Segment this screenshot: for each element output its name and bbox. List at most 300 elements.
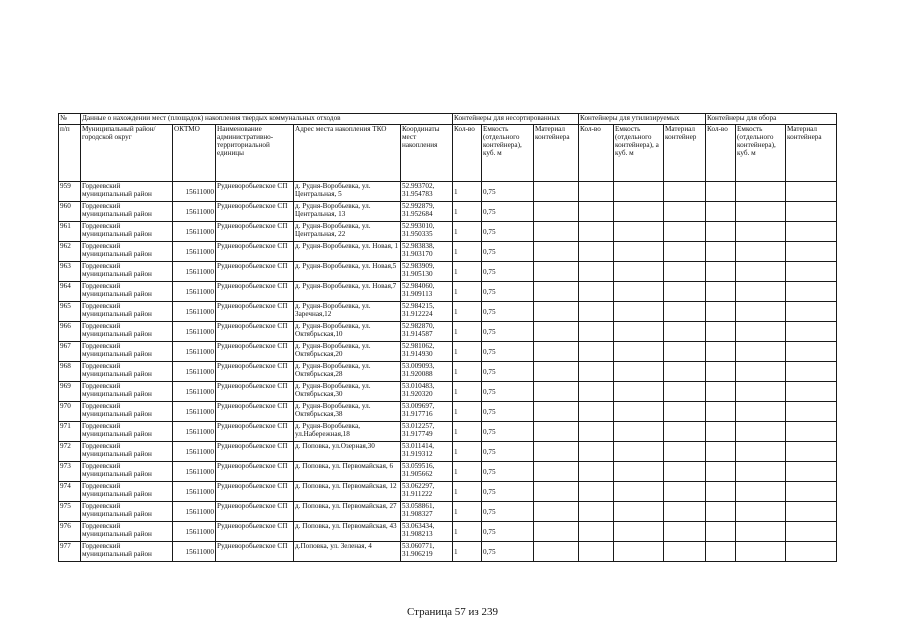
capacity2-cell — [614, 222, 664, 242]
capacity3-cell — [736, 542, 786, 562]
material2-cell — [664, 442, 706, 462]
capacity3-cell — [736, 222, 786, 242]
row-number: 963 — [59, 262, 81, 282]
material3-cell — [786, 442, 837, 462]
table-row — [59, 302, 837, 322]
material3-cell — [786, 242, 837, 262]
oktmo-cell: 15611000 — [173, 362, 216, 382]
material3-cell — [786, 402, 837, 422]
admin-unit-cell: Рудневоробьевское СП — [216, 422, 294, 442]
header-material2: Материал контейнер — [664, 125, 706, 182]
material3-cell — [786, 502, 837, 522]
material-cell — [534, 282, 579, 302]
coords-cell: 53.009093, 31.920088 — [401, 362, 453, 382]
address-cell: д. Рудня-Воробьевка, ул. Центральная, 22 — [294, 222, 401, 242]
material-cell — [534, 262, 579, 282]
material2-cell — [664, 542, 706, 562]
material2-cell — [664, 422, 706, 442]
count2-cell — [579, 462, 614, 482]
header-municipal: Муниципальный район/городской округ — [81, 125, 173, 182]
capacity-cell: 0,75 — [482, 402, 534, 422]
count2-cell — [579, 282, 614, 302]
capacity2-cell — [614, 342, 664, 362]
material2-cell — [664, 222, 706, 242]
header-admin-unit: Наименование административно-территориальной единицы — [216, 125, 294, 182]
material-cell — [534, 242, 579, 262]
count3-cell — [706, 342, 736, 362]
count2-cell — [579, 362, 614, 382]
admin-unit-cell: Рудневоробьевское СП — [216, 382, 294, 402]
municipal-cell: Гордеевский муниципальный район — [81, 462, 173, 482]
capacity-cell: 0,75 — [482, 482, 534, 502]
material2-cell — [664, 362, 706, 382]
header-oktmo: ОКТМО — [173, 125, 216, 182]
count3-cell — [706, 362, 736, 382]
oktmo-cell: 15611000 — [173, 442, 216, 462]
capacity-cell: 0,75 — [482, 222, 534, 242]
count-cell: 1 — [453, 262, 482, 282]
municipal-cell: Гордеевский муниципальный район — [81, 482, 173, 502]
row-number: 969 — [59, 382, 81, 402]
capacity2-cell — [614, 262, 664, 282]
table-row — [59, 282, 837, 302]
municipal-cell: Гордеевский муниципальный район — [81, 382, 173, 402]
table-row — [59, 182, 837, 202]
material3-cell — [786, 202, 837, 222]
row-number: 973 — [59, 462, 81, 482]
count3-cell — [706, 382, 736, 402]
count3-cell — [706, 262, 736, 282]
material2-cell — [664, 202, 706, 222]
row-number: 964 — [59, 282, 81, 302]
count-cell: 1 — [453, 382, 482, 402]
address-cell: д. Рудня-Воробьевка, ул.Набережная,18 — [294, 422, 401, 442]
admin-unit-cell: Рудневоробьевское СП — [216, 522, 294, 542]
count-cell: 1 — [453, 462, 482, 482]
table-row — [59, 322, 837, 342]
capacity2-cell — [614, 502, 664, 522]
capacity-cell: 0,75 — [482, 362, 534, 382]
coords-cell: 52.992879, 31.952684 — [401, 202, 453, 222]
row-number: 960 — [59, 202, 81, 222]
capacity2-cell — [614, 182, 664, 202]
capacity2-cell — [614, 462, 664, 482]
header-num: № — [59, 114, 81, 125]
coords-cell: 53.059516, 31.905662 — [401, 462, 453, 482]
count-cell: 1 — [453, 422, 482, 442]
count2-cell — [579, 502, 614, 522]
admin-unit-cell: Рудневоробьевское СП — [216, 282, 294, 302]
count-cell: 1 — [453, 202, 482, 222]
coords-cell: 52.993702, 31.954783 — [401, 182, 453, 202]
capacity-cell: 0,75 — [482, 342, 534, 362]
admin-unit-cell: Рудневоробьевское СП — [216, 362, 294, 382]
capacity3-cell — [736, 502, 786, 522]
coords-cell: 52.984060, 31.909113 — [401, 282, 453, 302]
count2-cell — [579, 182, 614, 202]
material2-cell — [664, 282, 706, 302]
oktmo-cell: 15611000 — [173, 262, 216, 282]
address-cell: д. Поповка, ул. Первомайская, 27 — [294, 502, 401, 522]
header-material3: Материал контейнера — [786, 125, 837, 182]
admin-unit-cell: Рудневоробьевское СП — [216, 242, 294, 262]
material3-cell — [786, 522, 837, 542]
capacity-cell: 0,75 — [482, 442, 534, 462]
count-cell: 1 — [453, 542, 482, 562]
row-number: 977 — [59, 542, 81, 562]
count3-cell — [706, 182, 736, 202]
count2-cell — [579, 402, 614, 422]
municipal-cell: Гордеевский муниципальный район — [81, 202, 173, 222]
count2-cell — [579, 262, 614, 282]
municipal-cell: Гордеевский муниципальный район — [81, 502, 173, 522]
capacity3-cell — [736, 302, 786, 322]
oktmo-cell: 15611000 — [173, 502, 216, 522]
oktmo-cell: 15611000 — [173, 522, 216, 542]
table-row — [59, 362, 837, 382]
header-count3: Кол-во — [706, 125, 736, 182]
material-cell — [534, 362, 579, 382]
count2-cell — [579, 222, 614, 242]
count3-cell — [706, 462, 736, 482]
capacity3-cell — [736, 482, 786, 502]
count2-cell — [579, 302, 614, 322]
oktmo-cell: 15611000 — [173, 462, 216, 482]
table-row — [59, 242, 837, 262]
header-group-collection: Контейнеры для обора — [706, 114, 837, 125]
municipal-cell: Гордеевский муниципальный район — [81, 262, 173, 282]
material3-cell — [786, 182, 837, 202]
row-number: 971 — [59, 422, 81, 442]
count3-cell — [706, 322, 736, 342]
admin-unit-cell: Рудневоробьевское СП — [216, 302, 294, 322]
row-number: 975 — [59, 502, 81, 522]
row-number: 974 — [59, 482, 81, 502]
capacity-cell: 0,75 — [482, 462, 534, 482]
material-cell — [534, 342, 579, 362]
capacity2-cell — [614, 322, 664, 342]
count3-cell — [706, 542, 736, 562]
oktmo-cell: 15611000 — [173, 182, 216, 202]
capacity3-cell — [736, 462, 786, 482]
material2-cell — [664, 262, 706, 282]
coords-cell: 52.983838, 31.903170 — [401, 242, 453, 262]
header-capacity2: Емкость (отдельного контейнера), а куб. м — [614, 125, 664, 182]
count-cell: 1 — [453, 402, 482, 422]
material-cell — [534, 382, 579, 402]
material2-cell — [664, 242, 706, 262]
material-cell — [534, 542, 579, 562]
material2-cell — [664, 302, 706, 322]
table-row — [59, 402, 837, 422]
municipal-cell: Гордеевский муниципальный район — [81, 442, 173, 462]
table-row — [59, 462, 837, 482]
count2-cell — [579, 322, 614, 342]
capacity2-cell — [614, 442, 664, 462]
count-cell: 1 — [453, 182, 482, 202]
table-row — [59, 262, 837, 282]
admin-unit-cell: Рудневоробьевское СП — [216, 262, 294, 282]
coords-cell: 53.011414, 31.919312 — [401, 442, 453, 462]
municipal-cell: Гордеевский муниципальный район — [81, 342, 173, 362]
header-capacity3: Емкость (отдельного контейнера), куб. м — [736, 125, 786, 182]
capacity-cell: 0,75 — [482, 202, 534, 222]
count3-cell — [706, 202, 736, 222]
address-cell: д. Рудня-Воробьевка, ул. Новая,7 — [294, 282, 401, 302]
count2-cell — [579, 382, 614, 402]
header-coords: Координаты мест накопления — [401, 125, 453, 182]
material2-cell — [664, 402, 706, 422]
oktmo-cell: 15611000 — [173, 342, 216, 362]
count2-cell — [579, 202, 614, 222]
material3-cell — [786, 462, 837, 482]
coords-cell: 53.012257, 31.917749 — [401, 422, 453, 442]
municipal-cell: Гордеевский муниципальный район — [81, 522, 173, 542]
count3-cell — [706, 282, 736, 302]
capacity-cell: 0,75 — [482, 422, 534, 442]
header-group-unsorted: Контейнеры для несортированных — [453, 114, 579, 125]
row-number: 972 — [59, 442, 81, 462]
material3-cell — [786, 382, 837, 402]
row-number: 967 — [59, 342, 81, 362]
material3-cell — [786, 542, 837, 562]
coords-cell: 52.993010, 31.950335 — [401, 222, 453, 242]
table-row — [59, 442, 837, 462]
admin-unit-cell: Рудневоробьевское СП — [216, 182, 294, 202]
coords-cell: 52.983909, 31.905130 — [401, 262, 453, 282]
admin-unit-cell: Рудневоробьевское СП — [216, 502, 294, 522]
address-cell: д.Поповка, ул. Зеленая, 4 — [294, 542, 401, 562]
coords-cell: 52.981062, 31.914930 — [401, 342, 453, 362]
count-cell: 1 — [453, 482, 482, 502]
count-cell: 1 — [453, 342, 482, 362]
material2-cell — [664, 382, 706, 402]
capacity2-cell — [614, 362, 664, 382]
capacity3-cell — [736, 402, 786, 422]
oktmo-cell: 15611000 — [173, 242, 216, 262]
coords-cell: 53.058861, 31.908327 — [401, 502, 453, 522]
capacity2-cell — [614, 202, 664, 222]
row-number: 961 — [59, 222, 81, 242]
address-cell: д. Рудня-Воробьевка, ул. Новая, 1 — [294, 242, 401, 262]
material2-cell — [664, 482, 706, 502]
coords-cell: 52.984215, 31.912224 — [401, 302, 453, 322]
material3-cell — [786, 262, 837, 282]
count3-cell — [706, 482, 736, 502]
admin-unit-cell: Рудневоробьевское СП — [216, 542, 294, 562]
capacity3-cell — [736, 242, 786, 262]
oktmo-cell: 15611000 — [173, 402, 216, 422]
row-number: 968 — [59, 362, 81, 382]
header-address: Адрес места накопления ТКО — [294, 125, 401, 182]
capacity3-cell — [736, 182, 786, 202]
table-row — [59, 482, 837, 502]
admin-unit-cell: Рудневоробьевское СП — [216, 342, 294, 362]
count3-cell — [706, 302, 736, 322]
admin-unit-cell: Рудневоробьевское СП — [216, 462, 294, 482]
count3-cell — [706, 242, 736, 262]
count2-cell — [579, 542, 614, 562]
capacity2-cell — [614, 242, 664, 262]
admin-unit-cell: Рудневоробьевское СП — [216, 202, 294, 222]
material3-cell — [786, 342, 837, 362]
count-cell: 1 — [453, 282, 482, 302]
count2-cell — [579, 422, 614, 442]
table-row — [59, 342, 837, 362]
material3-cell — [786, 422, 837, 442]
coords-cell: 53.060771, 31.906219 — [401, 542, 453, 562]
count-cell: 1 — [453, 222, 482, 242]
capacity3-cell — [736, 282, 786, 302]
oktmo-cell: 15611000 — [173, 482, 216, 502]
address-cell: д. Рудня-Воробьевка, ул. Центральная, 13 — [294, 202, 401, 222]
material-cell — [534, 302, 579, 322]
header-capacity: Емкость (отдельного контейнера), куб. м — [482, 125, 534, 182]
address-cell: д. Рудня-Воробьевка, ул. Октябрьская,10 — [294, 322, 401, 342]
material3-cell — [786, 222, 837, 242]
address-cell: д. Рудня-Воробьевка, ул. Заречная,12 — [294, 302, 401, 322]
material-cell — [534, 182, 579, 202]
admin-unit-cell: Рудневоробьевское СП — [216, 482, 294, 502]
address-cell: д. Рудня-Воробьевка, ул. Октябрьская,30 — [294, 382, 401, 402]
material-cell — [534, 442, 579, 462]
material3-cell — [786, 282, 837, 302]
header-material: Материал контейнера — [534, 125, 579, 182]
capacity2-cell — [614, 302, 664, 322]
capacity3-cell — [736, 422, 786, 442]
count-cell: 1 — [453, 362, 482, 382]
material2-cell — [664, 502, 706, 522]
capacity2-cell — [614, 422, 664, 442]
municipal-cell: Гордеевский муниципальный район — [81, 242, 173, 262]
table-row — [59, 522, 837, 542]
capacity3-cell — [736, 362, 786, 382]
capacity-cell: 0,75 — [482, 282, 534, 302]
capacity3-cell — [736, 262, 786, 282]
material-cell — [534, 202, 579, 222]
municipal-cell: Гордеевский муниципальный район — [81, 302, 173, 322]
material3-cell — [786, 362, 837, 382]
material-cell — [534, 502, 579, 522]
coords-cell: 53.062297, 31.911222 — [401, 482, 453, 502]
coords-cell: 52.982870, 31.914587 — [401, 322, 453, 342]
row-number: 966 — [59, 322, 81, 342]
capacity-cell: 0,75 — [482, 522, 534, 542]
material-cell — [534, 462, 579, 482]
oktmo-cell: 15611000 — [173, 542, 216, 562]
coords-cell: 53.009697, 31.917716 — [401, 402, 453, 422]
table-row — [59, 502, 837, 522]
table-row — [59, 222, 837, 242]
capacity-cell: 0,75 — [482, 542, 534, 562]
municipal-cell: Гордеевский муниципальный район — [81, 222, 173, 242]
oktmo-cell: 15611000 — [173, 282, 216, 302]
admin-unit-cell: Рудневоробьевское СП — [216, 222, 294, 242]
capacity3-cell — [736, 202, 786, 222]
table-row — [59, 542, 837, 562]
coords-cell: 53.010483, 31.920320 — [401, 382, 453, 402]
count-cell: 1 — [453, 502, 482, 522]
coords-cell: 53.063434, 31.908213 — [401, 522, 453, 542]
capacity3-cell — [736, 442, 786, 462]
material-cell — [534, 322, 579, 342]
address-cell: д. Поповка, ул. Первомайская, 12 — [294, 482, 401, 502]
municipal-cell: Гордеевский муниципальный район — [81, 322, 173, 342]
count3-cell — [706, 442, 736, 462]
address-cell: д. Рудня-Воробьевка, ул. Октябрьская,20 — [294, 342, 401, 362]
waste-sites-table — [58, 113, 837, 562]
oktmo-cell: 15611000 — [173, 302, 216, 322]
count2-cell — [579, 522, 614, 542]
municipal-cell: Гордеевский муниципальный район — [81, 282, 173, 302]
count-cell: 1 — [453, 302, 482, 322]
capacity2-cell — [614, 282, 664, 302]
capacity2-cell — [614, 382, 664, 402]
capacity-cell: 0,75 — [482, 502, 534, 522]
material3-cell — [786, 482, 837, 502]
capacity2-cell — [614, 402, 664, 422]
oktmo-cell: 15611000 — [173, 382, 216, 402]
municipal-cell: Гордеевский муниципальный район — [81, 542, 173, 562]
count3-cell — [706, 402, 736, 422]
material3-cell — [786, 322, 837, 342]
material-cell — [534, 222, 579, 242]
oktmo-cell: 15611000 — [173, 202, 216, 222]
count-cell: 1 — [453, 322, 482, 342]
capacity2-cell — [614, 542, 664, 562]
oktmo-cell: 15611000 — [173, 322, 216, 342]
header-row-groups — [59, 114, 837, 125]
count3-cell — [706, 522, 736, 542]
header-count2: Кол-во — [579, 125, 614, 182]
municipal-cell: Гордеевский муниципальный район — [81, 182, 173, 202]
admin-unit-cell: Рудневоробьевское СП — [216, 322, 294, 342]
address-cell: д. Поповка, ул. Первомайская, 43 — [294, 522, 401, 542]
material2-cell — [664, 342, 706, 362]
header-num2: п/п — [59, 125, 81, 182]
material2-cell — [664, 182, 706, 202]
capacity-cell: 0,75 — [482, 302, 534, 322]
table-row — [59, 202, 837, 222]
capacity-cell: 0,75 — [482, 182, 534, 202]
capacity2-cell — [614, 482, 664, 502]
count-cell: 1 — [453, 242, 482, 262]
capacity-cell: 0,75 — [482, 322, 534, 342]
count3-cell — [706, 502, 736, 522]
address-cell: д. Рудня-Воробьевка, ул. Новая,5 — [294, 262, 401, 282]
header-count: Кол-во — [453, 125, 482, 182]
count2-cell — [579, 482, 614, 502]
admin-unit-cell: Рудневоробьевское СП — [216, 442, 294, 462]
capacity-cell: 0,75 — [482, 262, 534, 282]
table-row — [59, 382, 837, 402]
address-cell: д. Поповка, ул.Озерная,30 — [294, 442, 401, 462]
header-group-place: Данные о нахождении мест (площадок) накопления твердых коммунальных отходов — [81, 114, 453, 125]
count3-cell — [706, 222, 736, 242]
count2-cell — [579, 242, 614, 262]
count-cell: 1 — [453, 522, 482, 542]
material-cell — [534, 402, 579, 422]
capacity3-cell — [736, 322, 786, 342]
material2-cell — [664, 462, 706, 482]
row-number: 970 — [59, 402, 81, 422]
row-number: 959 — [59, 182, 81, 202]
count-cell: 1 — [453, 442, 482, 462]
capacity3-cell — [736, 342, 786, 362]
municipal-cell: Гордеевский муниципальный район — [81, 402, 173, 422]
capacity2-cell — [614, 522, 664, 542]
count2-cell — [579, 342, 614, 362]
